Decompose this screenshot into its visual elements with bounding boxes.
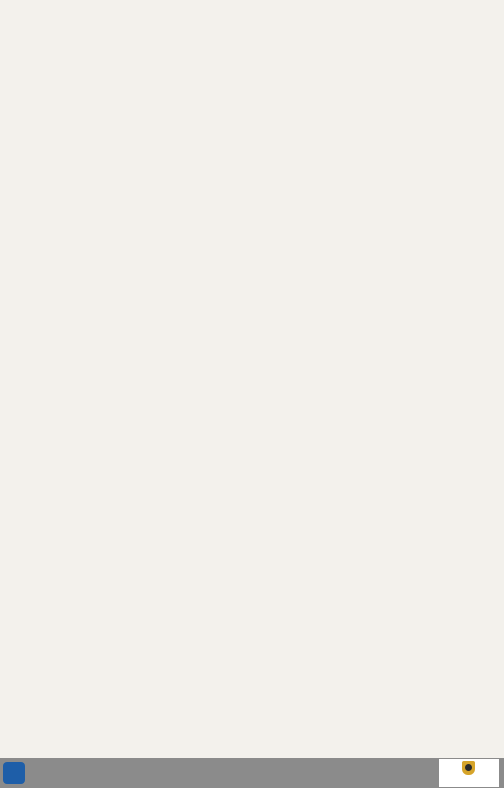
blb-logo[interactable] — [3, 762, 25, 784]
crest-icon — [462, 761, 475, 775]
bibliography-block — [88, 107, 464, 116]
bw-logo[interactable] — [439, 759, 499, 787]
footer-bar — [0, 758, 504, 788]
